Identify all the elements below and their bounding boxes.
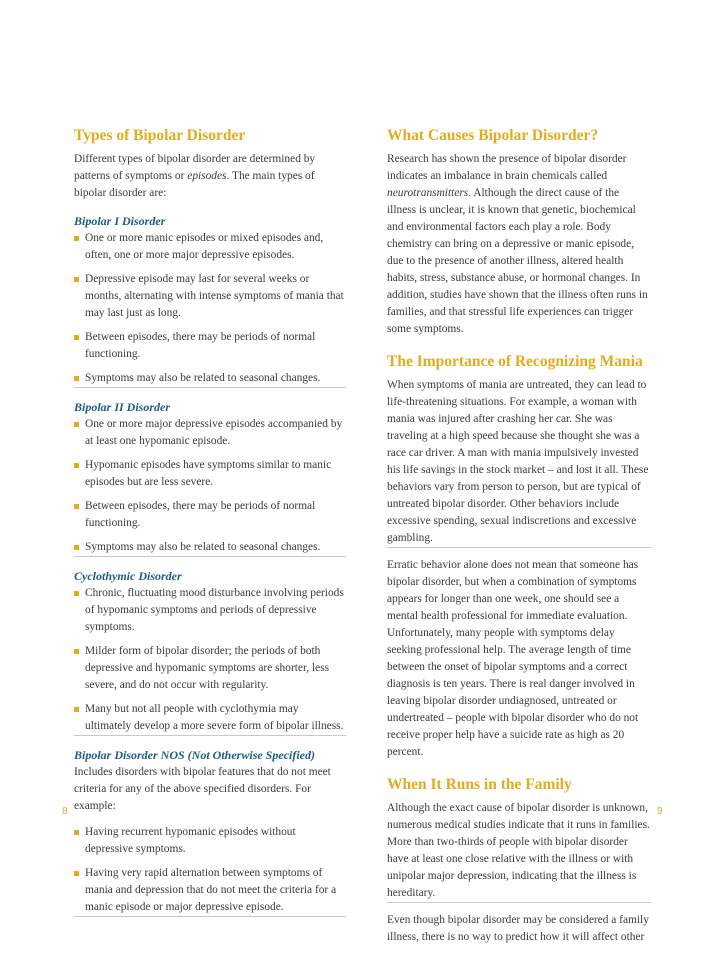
family-paragraph-1: Although the exact cause of bipolar disorder is unknown, numerous medical studies indicate that it runs in families. More than two-thirds of people with bipolar disorder have at least one close relative with the illness or with unipolar major depression, indicating that the illness is hereditary. xyxy=(387,800,651,903)
bullet-icon xyxy=(74,707,79,712)
list-item: Hypomanic episodes have symptoms similar to manic episodes but are less severe. xyxy=(74,457,346,491)
mania-heading: The Importance of Recognizing Mania xyxy=(387,353,643,370)
page-number-right: 9 xyxy=(657,806,663,817)
list-item: Having recurrent hypomanic episodes without depressive symptoms. xyxy=(74,824,346,858)
list-item: Many but not all people with cyclothymia may ultimately develop a more severe form of bipolar illness. xyxy=(74,701,346,736)
nos-intro: Includes disorders with bipolar features that do not meet criteria for any of the above specified disorders. For example: xyxy=(74,766,331,812)
causes-heading: What Causes Bipolar Disorder? xyxy=(387,127,599,144)
list-item: Between episodes, there may be periods of normal functioning. xyxy=(74,498,346,532)
left-column xyxy=(74,126,346,924)
cyclothymic-list xyxy=(74,585,346,736)
bullet-icon xyxy=(74,545,79,550)
bullet-icon xyxy=(74,504,79,509)
list-item: One or more manic episodes or mixed episodes and, often, one or more major depressive episodes. xyxy=(74,230,346,264)
mania-paragraph-2: Erratic behavior alone does not mean that someone has bipolar disorder, but when a combination of symptoms appears for longer than one week, one should see a mental health professional for immediate evaluation. Unfortunately, many people with symptoms delay seeking professional help. The average length of time between the onset of bipolar symptoms and a correct diagnosis is ten years. There is real danger involved in leaving bipolar disorder undiagnosed, untreated or undertreated – people with bipolar disorder who do not receive proper help have a suicide rate as high as 20 percent. xyxy=(387,559,639,758)
causes-paragraph: Research has shown the presence of bipolar disorder indicates an imbalance in brain chemicals called neurotransmitters. Although the direct cause of the illness is unclear, it is known that genetic, biochemical and environmental factors each play a role. Body chemistry can bring on a depressive or manic episode, due to the presence of another illness, altered health habits, stress, substance abuse, or hormonal changes. In addition, studies have shown that the illness often runs in families, and that stressful life experiences can trigger some symptoms. xyxy=(387,153,648,335)
family-heading: When It Runs in the Family xyxy=(387,776,572,793)
page-number-left: 8 xyxy=(62,806,68,817)
list-item: Symptoms may also be related to seasonal changes. xyxy=(74,539,346,557)
mania-paragraph-1: When symptoms of mania are untreated, they can lead to life-threatening situations. For example, a woman with mania was injured after crashing her car. She was traveling at a high speed because she thought she was a race car driver. A man with mania impulsively invested his life savings in the stock market – and lost it all. These behaviors vary from person to person, but are typical of untreated bipolar disorder. Other behaviors include excessive spending, sexual indiscretions and excessive gambling. xyxy=(387,377,651,548)
right-column xyxy=(387,126,651,955)
bullet-icon xyxy=(74,277,79,282)
bipolar-2-list xyxy=(74,416,346,557)
list-item: Between episodes, there may be periods of normal functioning. xyxy=(74,329,346,363)
bullet-icon xyxy=(74,830,79,835)
bullet-icon xyxy=(74,236,79,241)
bullet-icon xyxy=(74,649,79,654)
bipolar-2-heading: Bipolar II Disorder xyxy=(74,400,171,414)
bullet-icon xyxy=(74,422,79,427)
list-item: Having very rapid alternation between symptoms of mania and depression that do not meet the criteria for a manic episode or major depressive episode. xyxy=(74,865,346,917)
cyclothymic-heading: Cyclothymic Disorder xyxy=(74,569,182,583)
family-paragraph-2: Even though bipolar disorder may be considered a family illness, there is no way to predict how it will affect other xyxy=(387,914,649,943)
list-item: Milder form of bipolar disorder; the periods of both depressive and hypomanic symptoms are shorter, less severe, and do not occur with regularity. xyxy=(74,643,346,694)
bullet-icon xyxy=(74,871,79,876)
list-item: Chronic, fluctuating mood disturbance involving periods of hypomanic symptoms and periods of depressive symptoms. xyxy=(74,585,346,636)
types-intro: Different types of bipolar disorder are determined by patterns of symptoms or episodes. The main types of bipolar disorder are: xyxy=(74,153,316,199)
nos-heading: Bipolar Disorder NOS (Not Otherwise Specified) xyxy=(74,748,315,762)
types-heading: Types of Bipolar Disorder xyxy=(74,127,246,144)
bipolar-1-heading: Bipolar I Disorder xyxy=(74,214,166,228)
nos-list xyxy=(74,824,346,917)
bullet-icon xyxy=(74,463,79,468)
bullet-icon xyxy=(74,376,79,381)
list-item: One or more major depressive episodes accompanied by at least one hypomanic episode. xyxy=(74,416,346,450)
list-item: Depressive episode may last for several weeks or months, alternating with intense symptoms of mania that may last just as long. xyxy=(74,271,346,322)
bullet-icon xyxy=(74,335,79,340)
list-item: Symptoms may also be related to seasonal changes. xyxy=(74,370,346,388)
bullet-icon xyxy=(74,591,79,596)
bipolar-1-list xyxy=(74,230,346,388)
